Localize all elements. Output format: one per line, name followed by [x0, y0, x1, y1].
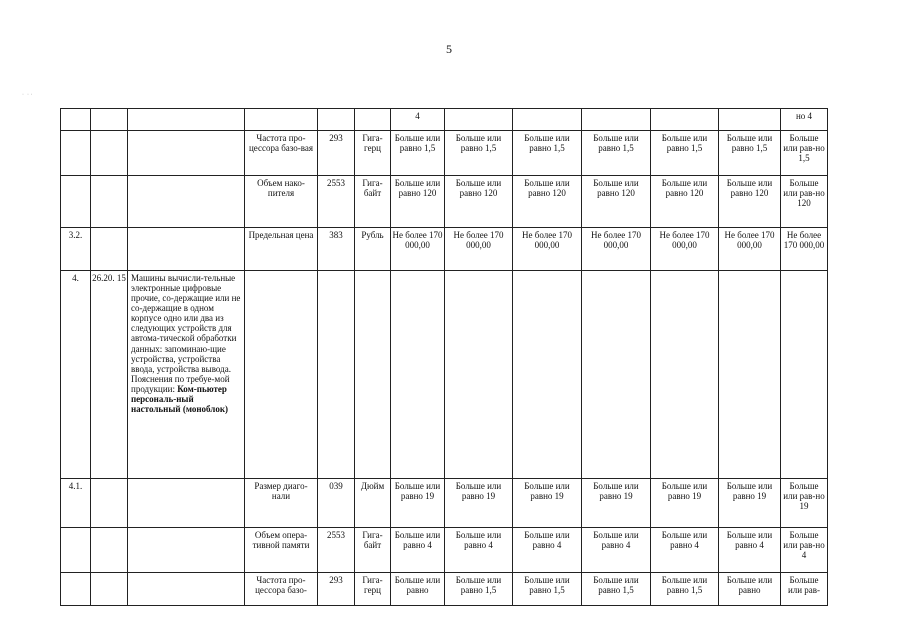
value-cell [651, 109, 719, 131]
value-cell: Больше или равно 19 [445, 479, 513, 528]
okpd-code-cell [91, 528, 128, 573]
row-number-cell-text: 3.2. [68, 230, 83, 240]
value-cell [582, 109, 651, 131]
product-name-cell [128, 109, 245, 131]
value-cell: Больше или равно 1,5 [719, 131, 781, 176]
value-cell: Не более 170 000,00 [445, 228, 513, 271]
characteristic-cell [245, 109, 318, 131]
row-number-cell [61, 271, 91, 479]
value-cell: Не более 170 000,00 [651, 228, 719, 271]
unit-code-cell-text: 039 [329, 481, 343, 491]
value-cell: Больше или равно [391, 573, 445, 606]
product-name-cell [128, 528, 245, 573]
unit-name-cell-text: Гига-байт [362, 530, 383, 551]
unit-code-cell [318, 271, 355, 479]
product-name-cell [128, 271, 245, 479]
row-number-cell [61, 479, 91, 528]
value-cell: Больше или равно 1,5 [651, 573, 719, 606]
okpd-code-cell [91, 271, 128, 479]
value-cell [445, 109, 513, 131]
characteristic-cell-text: Размер диаго-нали [254, 481, 308, 502]
value-cell: Больше или рав-но 1,5 [781, 131, 828, 176]
value-cell: Больше или равно 1,5 [582, 131, 651, 176]
unit-code-cell [318, 131, 355, 176]
unit-code-cell-text: 2553 [327, 178, 345, 188]
unit-code-cell-text: 293 [329, 575, 343, 585]
value-cell: Больше или равно 4 [391, 528, 445, 573]
value-cell [582, 271, 651, 479]
okpd-code-cell [91, 573, 128, 606]
value-cell: Больше или рав-но 4 [781, 528, 828, 573]
value-cell: Больше или равно 1,5 [391, 131, 445, 176]
unit-code-cell [318, 528, 355, 573]
unit-name-cell [355, 479, 391, 528]
value-cell: Больше или равно 120 [445, 176, 513, 228]
row-number-cell-text: 4.1. [68, 481, 83, 491]
product-name-cell [128, 573, 245, 606]
value-cell: Больше или равно 120 [651, 176, 719, 228]
characteristic-cell [245, 228, 318, 271]
product-name-cell [128, 131, 245, 176]
unit-code-cell-text: 2553 [327, 530, 345, 540]
value-cell [651, 271, 719, 479]
unit-code-cell [318, 176, 355, 228]
value-cell: Больше или равно 4 [513, 528, 582, 573]
row-number-cell [61, 573, 91, 606]
table-row [61, 109, 828, 131]
okpd-code-cell [91, 176, 128, 228]
table-row [61, 271, 828, 479]
unit-code-cell [318, 573, 355, 606]
value-cell [445, 271, 513, 479]
value-cell [513, 109, 582, 131]
value-cell: Больше или равно 120 [513, 176, 582, 228]
characteristic-cell-text: Объем опера-тивной памяти [252, 530, 310, 551]
unit-name-cell [355, 131, 391, 176]
unit-code-cell [318, 109, 355, 131]
value-cell: Больше или равно 4 [651, 528, 719, 573]
unit-code-cell-text: 293 [329, 133, 343, 143]
value-cell: Больше или равно 19 [582, 479, 651, 528]
value-cell: Больше или рав- [781, 573, 828, 606]
value-cell [781, 271, 828, 479]
unit-name-cell [355, 109, 391, 131]
value-cell: Больше или равно 120 [719, 176, 781, 228]
value-cell: Больше или равно 4 [582, 528, 651, 573]
value-cell: Больше или равно 19 [391, 479, 445, 528]
value-cell: Не более 170 000,00 [391, 228, 445, 271]
characteristic-cell [245, 528, 318, 573]
value-cell: Больше или равно 19 [719, 479, 781, 528]
table-row [61, 528, 828, 573]
okpd-code-cell [91, 479, 128, 528]
okpd-code-cell [91, 131, 128, 176]
table-row [61, 479, 828, 528]
value-cell: Больше или равно 1,5 [651, 131, 719, 176]
value-cell: Больше или равно 4 [445, 528, 513, 573]
value-cell: Не более 170 000,00 [582, 228, 651, 271]
row-number-cell [61, 131, 91, 176]
value-cell: Больше или равно 1,5 [445, 131, 513, 176]
value-cell: Не более 170 000,00 [781, 228, 828, 271]
unit-code-cell-text: 383 [329, 230, 343, 240]
value-cell: Больше или равно 19 [513, 479, 582, 528]
unit-name-cell [355, 228, 391, 271]
unit-name-cell-text: Гига-герц [362, 133, 383, 154]
unit-name-cell [355, 573, 391, 606]
characteristic-cell-text: Объем нако-пителя [257, 178, 305, 199]
unit-name-cell-text: Гига-байт [362, 178, 383, 199]
value-cell [719, 109, 781, 131]
unit-name-cell [355, 271, 391, 479]
product-name-cell [128, 479, 245, 528]
value-cell: Больше или равно 120 [391, 176, 445, 228]
unit-name-cell [355, 528, 391, 573]
value-cell: Больше или равно 1,5 [582, 573, 651, 606]
product-name-bold-text: Ком-пьютер персональ-ный настольный (моноблок) [131, 383, 229, 415]
product-name-cell [128, 176, 245, 228]
characteristic-cell [245, 573, 318, 606]
value-cell: но 4 [781, 109, 828, 131]
value-cell: Больше или равно [719, 573, 781, 606]
table-row [61, 131, 828, 176]
okpd-code-cell-text: 26.20. 15 [92, 273, 126, 283]
value-cell [513, 271, 582, 479]
value-cell: Больше или равно 1,5 [513, 573, 582, 606]
characteristic-cell-text: Частота про-цессора базо- [255, 575, 307, 596]
characteristic-cell [245, 131, 318, 176]
scan-speck: · · · [22, 92, 33, 98]
value-cell [391, 271, 445, 479]
unit-code-cell [318, 228, 355, 271]
unit-name-cell-text: Гига-герц [362, 575, 383, 596]
okpd-code-cell [91, 109, 128, 131]
product-name-cell-text: Машины вычисли-тельные электронные цифровые прочие, со-держащие или не со-держащие в одном корпусе одно или два из следующих устройств для автома-тической обработки данных: запоминаю-щие устройства, устройства ввода, устройства вывода. Пояснения по требуе-мой продукции: [131, 273, 241, 394]
product-name-cell [128, 228, 245, 271]
value-cell: Больше или рав-но 120 [781, 176, 828, 228]
okpd-code-cell [91, 228, 128, 271]
characteristic-cell [245, 271, 318, 479]
value-cell: Больше или равно 1,5 [513, 131, 582, 176]
row-number-cell [61, 528, 91, 573]
specification-table [60, 108, 828, 606]
unit-code-cell [318, 479, 355, 528]
value-cell: Больше или равно 4 [719, 528, 781, 573]
characteristic-cell [245, 479, 318, 528]
value-cell: Не более 170 000,00 [719, 228, 781, 271]
value-cell: Больше или равно 120 [582, 176, 651, 228]
unit-name-cell-text: Дюйм [360, 481, 385, 491]
unit-name-cell [355, 176, 391, 228]
table-row [61, 573, 828, 606]
value-cell: Не более 170 000,00 [513, 228, 582, 271]
characteristic-cell [245, 176, 318, 228]
table-row [61, 176, 828, 228]
value-cell: Больше или рав-но 19 [781, 479, 828, 528]
table-row [61, 228, 828, 271]
page-number: 5 [446, 42, 452, 56]
unit-name-cell-text: Рубль [361, 230, 384, 240]
row-number-cell [61, 176, 91, 228]
value-cell [719, 271, 781, 479]
row-number-cell [61, 228, 91, 271]
value-cell: Больше или равно 19 [651, 479, 719, 528]
characteristic-cell-text: Предельная цена [248, 230, 314, 240]
row-number-cell-text: 4. [72, 273, 79, 283]
value-cell: Больше или равно 1,5 [445, 573, 513, 606]
characteristic-cell-text: Частота про-цессора базо-вая [248, 133, 314, 154]
value-cell: 4 [391, 109, 445, 131]
row-number-cell [61, 109, 91, 131]
